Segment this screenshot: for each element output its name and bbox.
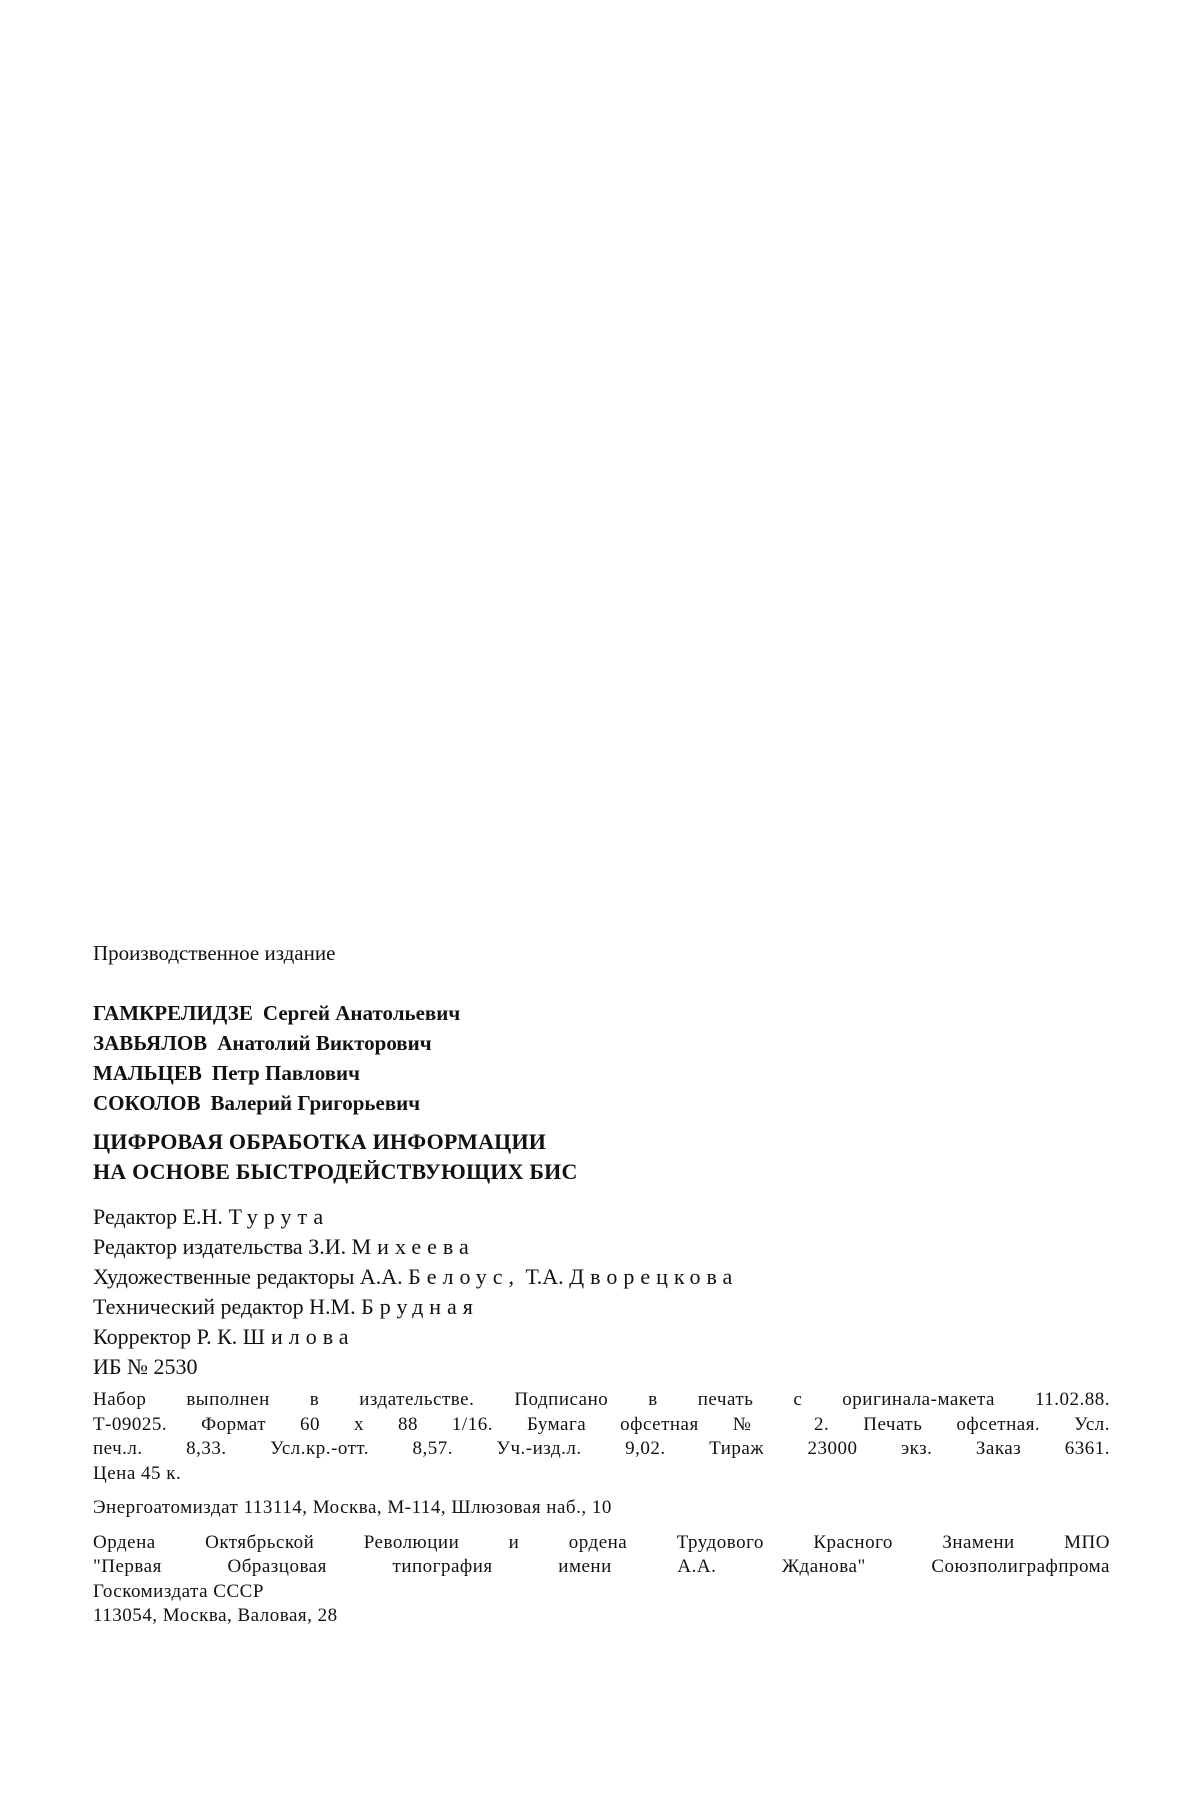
- credit-role: Редактор: [93, 1204, 178, 1229]
- credit-initials: Н.М.: [309, 1294, 356, 1319]
- imprint-block: [93, 1388, 1110, 1629]
- credit-surname: Дворецкова: [569, 1264, 739, 1289]
- credits-list: [93, 1202, 738, 1382]
- credit-surname: Белоус,: [408, 1264, 520, 1289]
- book-title-line: НА ОСНОВЕ БЫСТРОДЕЙСТВУЮЩИХ БИС: [93, 1159, 578, 1184]
- credit-role: Корректор: [93, 1324, 192, 1349]
- author-name: Петр Павлович: [211, 1061, 360, 1085]
- credit-role: Редактор издательства: [93, 1234, 303, 1259]
- publisher-line: Энергоатомиздат 113114, Москва, М-114, Шлюзовая наб., 10: [93, 1497, 612, 1518]
- print-info-line: Набор выполнен в издательстве. Подписано в печать с оригинала-макета 11.02.88.: [93, 1389, 1110, 1410]
- credit-initials: Р. К.: [196, 1324, 238, 1349]
- author-line: [93, 998, 460, 1028]
- credit-proofreader: [93, 1322, 738, 1352]
- author-surname: СОКОЛОВ: [93, 1091, 201, 1115]
- printer-line: "Первая Образцовая типография имени А.А. Жданова" Союзполиграфпрома: [93, 1556, 1110, 1577]
- book-title-line: ЦИФРОВАЯ ОБРАБОТКА ИНФОРМАЦИИ: [93, 1129, 547, 1154]
- author-surname: ГАМКРЕЛИДЗЕ: [93, 1001, 253, 1025]
- credit-surname: Брудная: [361, 1294, 479, 1319]
- print-info: [93, 1388, 1110, 1486]
- credit-surname: Михеева: [351, 1234, 475, 1259]
- credit-publishing-editor: [93, 1232, 738, 1262]
- author-surname: ЗАВЬЯЛОВ: [93, 1031, 208, 1055]
- credit-initials: Т.А.: [525, 1264, 564, 1289]
- author-list: [93, 998, 460, 1118]
- author-name: Сергей Анатольевич: [262, 1001, 461, 1025]
- author-name: Валерий Григорьевич: [210, 1091, 421, 1115]
- book-title: [93, 1127, 578, 1187]
- author-surname: МАЛЬЦЕВ: [93, 1061, 202, 1085]
- author-line: [93, 1088, 460, 1118]
- author-line: [93, 1028, 460, 1058]
- credit-initials: З.И.: [308, 1234, 347, 1259]
- author-line: [93, 1058, 460, 1088]
- credit-role: Художественные редакторы: [93, 1264, 355, 1289]
- credit-role: Технический редактор: [93, 1294, 304, 1319]
- publisher-info: [93, 1496, 1110, 1521]
- print-info-line: Цена 45 к.: [93, 1462, 182, 1484]
- credit-surname: Шилова: [242, 1324, 355, 1349]
- printer-line: Госкомиздата СССР: [93, 1580, 264, 1602]
- printer-info: [93, 1531, 1110, 1629]
- credit-art-editors: [93, 1262, 738, 1292]
- credit-initials: Е.Н.: [182, 1204, 223, 1229]
- credit-technical-editor: [93, 1292, 738, 1322]
- printer-line: 113054, Москва, Валовая, 28: [93, 1605, 338, 1626]
- credit-initials: А.А.: [359, 1264, 403, 1289]
- print-info-line: Т-09025. Формат 60 х 88 1/16. Бумага офсетная № 2. Печать офсетная. Усл.: [93, 1413, 1110, 1435]
- author-name: Анатолий Викторович: [217, 1031, 432, 1055]
- ib-number: ИБ № 2530: [93, 1354, 198, 1379]
- credit-editor: [93, 1202, 738, 1232]
- edition-type: Производственное издание: [93, 941, 336, 965]
- credit-surname: Турута: [228, 1204, 330, 1229]
- printer-line: Ордена Октябрьской Революции и ордена Трудового Красного Знамени МПО: [93, 1531, 1110, 1553]
- print-info-line: печ.л. 8,33. Усл.кр.-отт. 8,57. Уч.-изд.л. 9,02. Тираж 23000 экз. Заказ 6361.: [93, 1438, 1110, 1459]
